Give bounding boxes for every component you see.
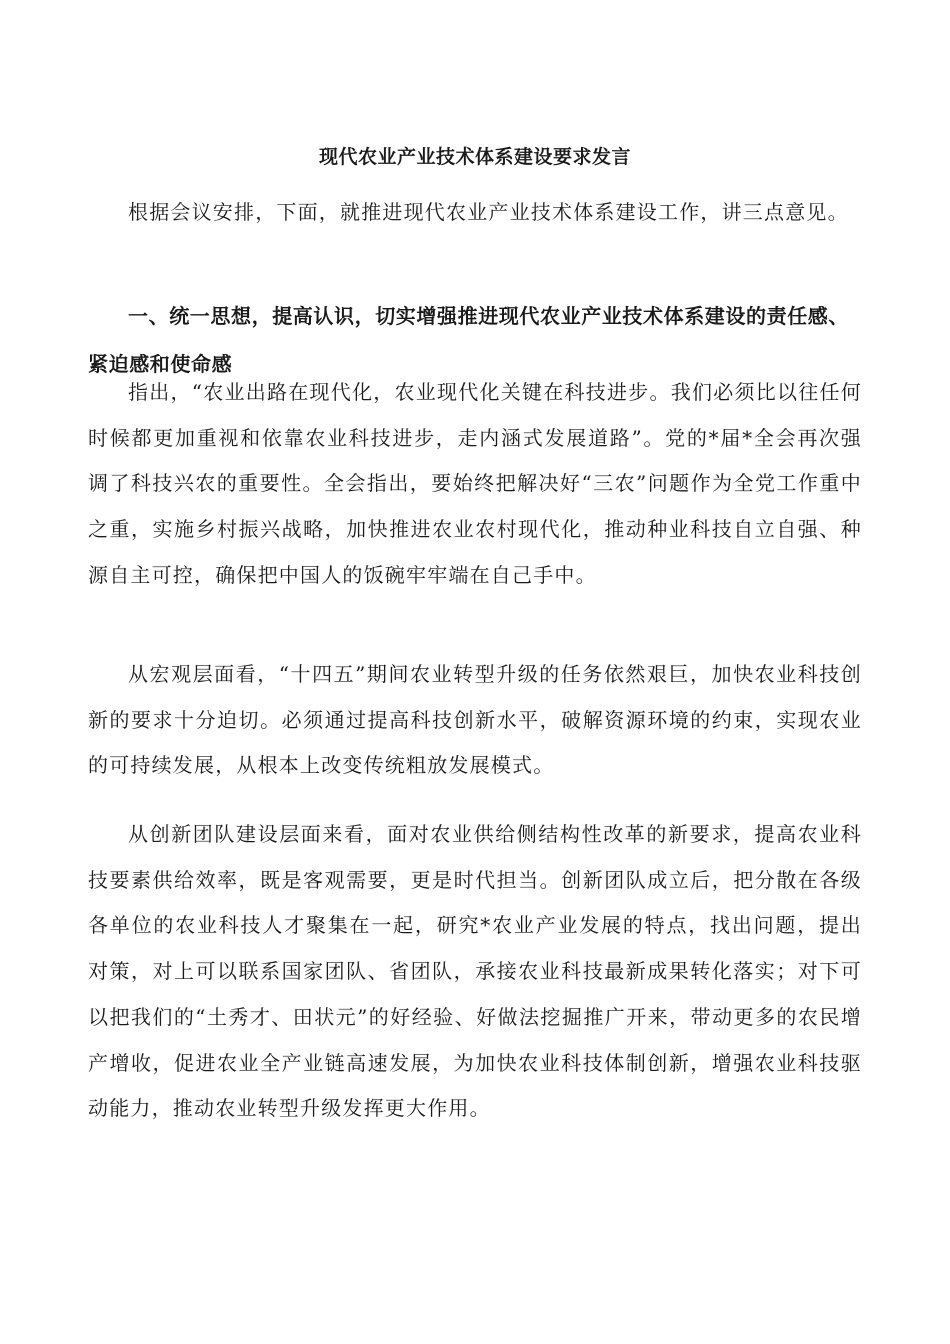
document-title: 现代农业产业技术体系建设要求发言: [318, 146, 631, 168]
section-heading-1: 一、统一思想，提高认识，切实增强推进现代农业产业技术体系建设的责任感、紧迫感和使命感: [88, 304, 849, 376]
body-paragraph: 指出，“农业出路在现代化，农业现代化关键在科技进步。我们必须比以往任何时候都更加重视和依靠农业科技进步，走内涵式发展道路”。党的*届*全会再次强调了科技兴农的重要性。全会指出，要始终把解决好“三农”问题作为全党工作重中之重，实施乡村振兴战略，加快推进农业农村现代化，推动种业科技自立自强、种源自主可控，确保把中国人的饭碗牢牢端在自己手中。: [88, 380, 862, 587]
body-paragraph: 从创新团队建设层面来看，面对农业供给侧结构性改革的新要求，提高农业科技要素供给效率，既是客观需要，更是时代担当。创新团队成立后，把分散在各级各单位的农业科技人才聚集在一起，研究*农业产业发展的特点，找出问题，提出对策，对上可以联系国家团队、省团队，承接农业科技最新成果转化落实；对下可以把我们的“土秀才、田状元”的好经验、好做法挖掘推广开来，带动更多的农民增产增收，促进农业全产业链高速发展，为加快农业科技体制创新，增强农业科技驱动能力，推动农业转型升级发挥更大作用。: [88, 822, 862, 1121]
intro-paragraph: 根据会议安排，下面，就推进现代农业产业技术体系建设工作，讲三点意见。: [128, 200, 849, 224]
body-paragraph: 从宏观层面看，“十四五”期间农业转型升级的任务依然艰巨，加快农业科技创新的要求十分迫切。必须通过提高科技创新水平，破解资源环境的约束，实现农业的可持续发展，从根本上改变传统粗放发展模式。: [88, 662, 862, 778]
